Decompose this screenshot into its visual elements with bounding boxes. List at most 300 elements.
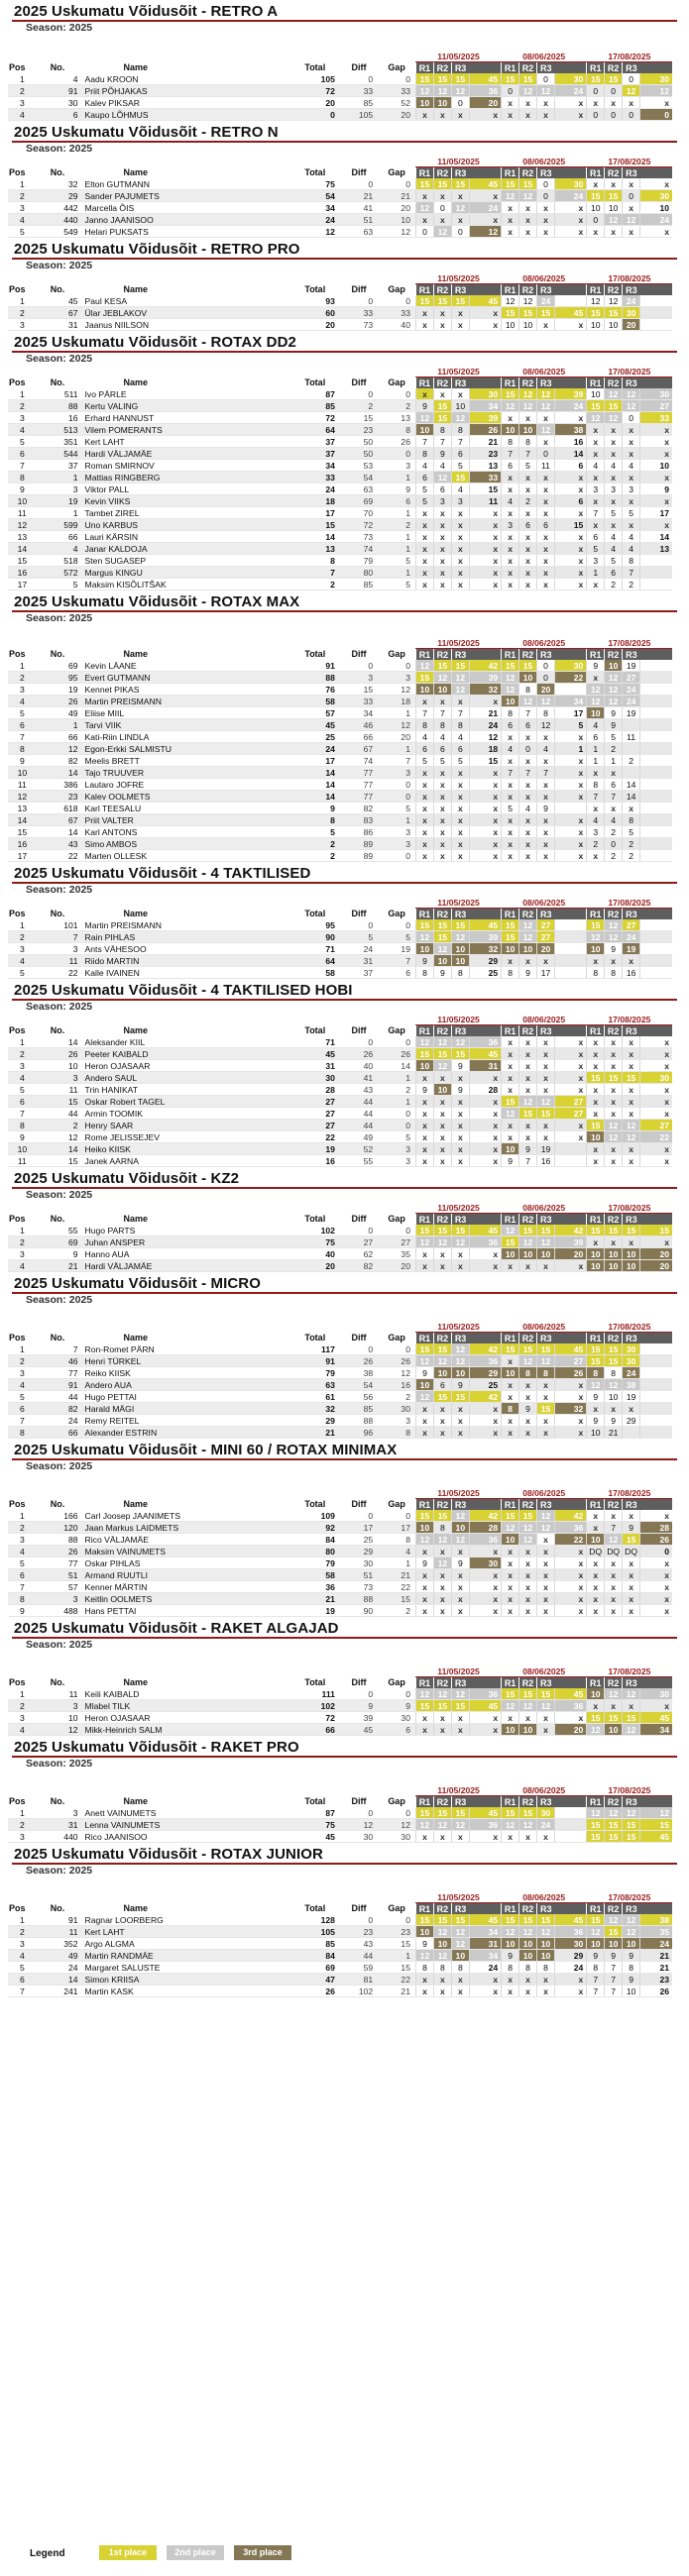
header-no: No. xyxy=(50,1903,65,1914)
round-date: 17/08/2025 xyxy=(587,1202,672,1214)
header-r3: R3 xyxy=(537,649,555,661)
race-result: 10 xyxy=(519,1248,537,1260)
race-result: 8 xyxy=(537,1962,555,1974)
total-points: 75 xyxy=(290,178,340,190)
race-result: 10 xyxy=(605,660,623,672)
position: 5 xyxy=(8,707,37,719)
race-result: x xyxy=(519,1831,537,1843)
gap: 1 xyxy=(378,1096,415,1108)
round-total: x xyxy=(469,814,501,826)
diff: 29 xyxy=(340,1546,378,1557)
race-result: 12 xyxy=(605,412,623,424)
gap: 8 xyxy=(378,1427,415,1439)
round-total xyxy=(640,943,672,955)
header-r2: R2 xyxy=(519,1903,537,1915)
round-total: x xyxy=(554,214,586,226)
round-total: x xyxy=(640,448,672,460)
race-result: 10 xyxy=(519,943,537,955)
gap: 7 xyxy=(378,955,415,967)
number: 4 xyxy=(37,543,84,555)
round-total: x xyxy=(469,1072,501,1084)
race-result: x xyxy=(502,1712,519,1724)
race-result: 12 xyxy=(433,1688,451,1700)
race-result: 4 xyxy=(623,543,640,555)
race-result: 12 xyxy=(605,684,623,696)
round-total xyxy=(554,955,586,967)
total-points: 111 xyxy=(290,1688,340,1700)
header-r3: R3 xyxy=(623,284,640,296)
round-dates-row xyxy=(8,272,672,284)
race-result: 12 xyxy=(415,1950,433,1962)
number: 37 xyxy=(37,460,84,472)
race-result: 15 xyxy=(451,660,469,672)
driver-name: Tajo TRUUVER xyxy=(84,767,290,779)
race-result: 10 xyxy=(587,1260,605,1272)
round-dates-row xyxy=(8,1014,672,1025)
race-result: 1 xyxy=(587,743,605,755)
race-result: 15 xyxy=(587,919,605,931)
round-total: 20 xyxy=(640,1248,672,1260)
round-total: 32 xyxy=(554,1403,586,1415)
round-date: 08/06/2025 xyxy=(502,637,587,649)
total-points: 109 xyxy=(290,1510,340,1522)
round-total: x xyxy=(469,579,501,590)
race-result: x xyxy=(605,495,623,507)
total-points: 45 xyxy=(290,1048,340,1060)
race-result: 10 xyxy=(502,1938,519,1950)
race-result: 10 xyxy=(451,1950,469,1962)
race-result: 10 xyxy=(623,1248,640,1260)
header-r2: R2 xyxy=(433,1214,451,1226)
section-title: 2025 Uskumatu Võidusõit - KZ2 xyxy=(14,1170,240,1187)
round-dates-row xyxy=(8,51,672,62)
race-result: x xyxy=(502,567,519,579)
position: 4 xyxy=(8,1072,37,1084)
race-result: 4 xyxy=(415,460,433,472)
race-result: 15 xyxy=(605,1072,623,1084)
race-result: x xyxy=(415,1108,433,1120)
race-result: 15 xyxy=(605,73,623,85)
race-result: 12 xyxy=(605,1120,623,1131)
race-result: x xyxy=(502,955,519,967)
race-result: 10 xyxy=(587,202,605,214)
header-r3: R3 xyxy=(451,377,469,389)
round-total xyxy=(640,743,672,755)
table-row xyxy=(8,109,672,121)
race-result: x xyxy=(433,1569,451,1581)
race-result: x xyxy=(587,1605,605,1617)
round-total: x xyxy=(554,767,586,779)
race-result: x xyxy=(451,1108,469,1120)
header-r3: R3 xyxy=(537,1796,555,1808)
race-result: 7 xyxy=(605,791,623,803)
race-result: x xyxy=(519,731,537,743)
total-points: 26 xyxy=(290,1986,340,1997)
table-row xyxy=(8,190,672,202)
gap: 6 xyxy=(378,495,415,507)
race-result: x xyxy=(433,543,451,555)
header-r3: R3 xyxy=(451,1499,469,1511)
race-result: x xyxy=(502,555,519,567)
season-label: Season: 2025 xyxy=(26,1001,93,1013)
race-result: 12 xyxy=(415,85,433,97)
gap: 40 xyxy=(378,319,415,331)
race-result: x xyxy=(605,1096,623,1108)
gap: 33 xyxy=(378,85,415,97)
round-date: 11/05/2025 xyxy=(415,1321,501,1333)
header-r2: R2 xyxy=(433,377,451,389)
number: 91 xyxy=(37,1914,84,1926)
round-total: x xyxy=(554,531,586,543)
round-total: 10 xyxy=(640,460,672,472)
diff: 31 xyxy=(340,955,378,967)
race-result: 4 xyxy=(433,731,451,743)
race-result: 12 xyxy=(519,1926,537,1938)
race-result: 19 xyxy=(537,1143,555,1155)
race-result: x xyxy=(502,1557,519,1569)
race-result: x xyxy=(433,1248,451,1260)
race-result: 8 xyxy=(451,1962,469,1974)
gap: 1 xyxy=(378,472,415,483)
race-result: x xyxy=(415,190,433,202)
standings-table xyxy=(8,272,672,331)
position: 5 xyxy=(8,1084,37,1096)
number: 351 xyxy=(37,436,84,448)
race-result: x xyxy=(451,319,469,331)
race-result: x xyxy=(537,202,555,214)
race-result: 6 xyxy=(605,567,623,579)
gap: 20 xyxy=(378,1260,415,1272)
race-result: 12 xyxy=(623,214,640,226)
race-result: 9 xyxy=(451,1084,469,1096)
round-dates-row xyxy=(8,1321,672,1333)
race-result: 12 xyxy=(519,919,537,931)
race-result: 10 xyxy=(605,1260,623,1272)
total-points: 7 xyxy=(290,567,340,579)
race-result: 12 xyxy=(519,1522,537,1534)
round-total: x xyxy=(640,1236,672,1248)
total-points: 69 xyxy=(290,1962,340,1974)
total-points: 60 xyxy=(290,307,340,319)
round-total: 15 xyxy=(554,519,586,531)
gap: 21 xyxy=(378,1569,415,1581)
number: 44 xyxy=(37,1108,84,1120)
header-gap: Gap xyxy=(388,1903,405,1914)
round-total: x xyxy=(554,1427,586,1439)
round-dates-row xyxy=(8,366,672,377)
race-result: 6 xyxy=(605,779,623,791)
header-round-total xyxy=(469,649,501,661)
race-result: x xyxy=(502,779,519,791)
race-result: x xyxy=(623,1605,640,1617)
race-result: 12 xyxy=(519,931,537,943)
number: 3 xyxy=(37,943,84,955)
header-gap: Gap xyxy=(388,1333,405,1343)
driver-name: Evert GUTMANN xyxy=(84,672,290,684)
dates-spacer xyxy=(8,1014,415,1025)
race-result: 27 xyxy=(537,931,555,943)
race-result: 12 xyxy=(519,1355,537,1367)
header-r1: R1 xyxy=(415,284,433,296)
position: 7 xyxy=(8,1108,37,1120)
race-result: 15 xyxy=(415,672,433,684)
header-r3: R3 xyxy=(623,1214,640,1226)
driver-name: Priit PÕHJAKAS xyxy=(84,85,290,97)
driver-name: Martin PREISMANN xyxy=(84,696,290,707)
round-date: 08/06/2025 xyxy=(502,1665,587,1677)
race-result: 12 xyxy=(623,85,640,97)
round-total: x xyxy=(469,1260,501,1272)
header-r1: R1 xyxy=(587,1903,605,1915)
diff: 44 xyxy=(340,1950,378,1962)
diff: 0 xyxy=(340,1343,378,1355)
position: 2 xyxy=(8,307,37,319)
number: 15 xyxy=(37,1096,84,1108)
race-result: x xyxy=(415,1120,433,1131)
driver-name: Aleksander KIIL xyxy=(84,1036,290,1048)
gap: 1 xyxy=(378,743,415,755)
race-result: 12 xyxy=(451,1938,469,1950)
diff: 41 xyxy=(340,1072,378,1084)
header-gap: Gap xyxy=(388,649,405,660)
round-total: x xyxy=(469,791,501,803)
race-result: 15 xyxy=(415,1343,433,1355)
number: 14 xyxy=(37,1974,84,1986)
position: 2 xyxy=(8,1048,37,1060)
round-total xyxy=(554,295,586,307)
race-result: x xyxy=(433,1593,451,1605)
race-result: 7 xyxy=(537,767,555,779)
position: 2 xyxy=(8,1700,37,1712)
round-total: x xyxy=(469,1986,501,1997)
gap: 3 xyxy=(378,838,415,850)
race-result: x xyxy=(433,838,451,850)
race-result: 24 xyxy=(537,1819,555,1831)
number: 19 xyxy=(37,495,84,507)
round-date: 08/06/2025 xyxy=(502,1891,587,1903)
season-label: Season: 2025 xyxy=(26,884,93,896)
header-r3: R3 xyxy=(623,1903,640,1915)
total-points: 13 xyxy=(290,543,340,555)
gap: 15 xyxy=(378,1593,415,1605)
race-result: x xyxy=(537,579,555,590)
header-r3: R3 xyxy=(623,62,640,74)
race-result: 9 xyxy=(415,1557,433,1569)
gap: 5 xyxy=(378,931,415,943)
header-no: No. xyxy=(50,62,65,73)
section-header xyxy=(0,1843,689,1865)
gap: 0 xyxy=(378,779,415,791)
race-result xyxy=(623,767,640,779)
header-diff: Diff xyxy=(351,1903,367,1914)
race-result: 3 xyxy=(433,495,451,507)
race-result: x xyxy=(623,1108,640,1120)
race-result: 9 xyxy=(415,400,433,412)
race-result: 15 xyxy=(502,1688,519,1700)
table-row xyxy=(8,1403,672,1415)
race-result: 10 xyxy=(433,1367,451,1379)
round-date: 17/08/2025 xyxy=(587,1891,672,1903)
round-total: 42 xyxy=(554,1510,586,1522)
race-result: 15 xyxy=(415,1807,433,1819)
race-result: 12 xyxy=(537,388,555,400)
round-total: x xyxy=(469,1724,501,1736)
race-result: x xyxy=(451,767,469,779)
round-date: 11/05/2025 xyxy=(415,272,501,284)
header-r2: R2 xyxy=(519,1499,537,1511)
total-points: 17 xyxy=(290,755,340,767)
race-result: 15 xyxy=(502,178,519,190)
total-points: 2 xyxy=(290,850,340,862)
table-row xyxy=(8,579,672,590)
race-result: 12 xyxy=(519,1096,537,1108)
diff: 0 xyxy=(340,1688,378,1700)
standings-table xyxy=(8,366,672,590)
race-result: 8 xyxy=(502,967,519,979)
table-row xyxy=(8,1700,672,1712)
round-total: 26 xyxy=(640,1534,672,1546)
section-5 xyxy=(0,862,689,979)
race-result: 10 xyxy=(519,1724,537,1736)
race-result: x xyxy=(605,226,623,238)
race-result: 12 xyxy=(433,226,451,238)
number: 23 xyxy=(37,791,84,803)
race-result: x xyxy=(451,1593,469,1605)
race-result: 10 xyxy=(605,202,623,214)
race-result: 9 xyxy=(587,1391,605,1403)
race-result: x xyxy=(519,579,537,590)
race-result: 30 xyxy=(623,1343,640,1355)
race-result: x xyxy=(451,1581,469,1593)
dates-spacer xyxy=(8,1321,415,1333)
race-result: 12 xyxy=(623,1120,640,1131)
race-result: x xyxy=(502,472,519,483)
header-r3: R3 xyxy=(451,1903,469,1915)
number: 82 xyxy=(37,1403,84,1415)
round-total: 39 xyxy=(469,672,501,684)
round-total: 45 xyxy=(469,919,501,931)
race-result: 12 xyxy=(587,684,605,696)
race-result: x xyxy=(537,838,555,850)
diff: 69 xyxy=(340,495,378,507)
section-title: 2025 Uskumatu Võidusõit - ROTAX JUNIOR xyxy=(14,1846,323,1863)
gap: 0 xyxy=(378,1225,415,1236)
race-result: 15 xyxy=(415,1048,433,1060)
race-result: 8 xyxy=(415,967,433,979)
race-result: 0 xyxy=(537,73,555,85)
race-result: 9 xyxy=(605,719,623,731)
diff: 66 xyxy=(340,731,378,743)
number: 10 xyxy=(37,1060,84,1072)
table-row xyxy=(8,567,672,579)
race-result: 15 xyxy=(433,1048,451,1060)
round-total: 9 xyxy=(640,483,672,495)
driver-name: Ragnar LOORBERG xyxy=(84,1914,290,1926)
driver-name: Simon KRIISA xyxy=(84,1974,290,1986)
diff: 56 xyxy=(340,1391,378,1403)
header-r2: R2 xyxy=(605,1903,623,1915)
table-row xyxy=(8,424,672,436)
race-result: 8 xyxy=(537,1367,555,1379)
race-result: x xyxy=(587,1236,605,1248)
total-points: 15 xyxy=(290,519,340,531)
number: 6 xyxy=(37,109,84,121)
diff: 23 xyxy=(340,1926,378,1938)
race-result: x xyxy=(519,226,537,238)
round-total: 45 xyxy=(469,73,501,85)
race-result: 12 xyxy=(537,1522,555,1534)
round-date: 08/06/2025 xyxy=(502,897,587,909)
round-date: 11/05/2025 xyxy=(415,366,501,377)
table-row xyxy=(8,1724,672,1736)
race-result: x xyxy=(587,1581,605,1593)
diff: 15 xyxy=(340,412,378,424)
race-result: x xyxy=(415,1569,433,1581)
race-result: 3 xyxy=(587,826,605,838)
race-result: x xyxy=(587,519,605,531)
position: 1 xyxy=(8,1914,37,1926)
header-r1: R1 xyxy=(587,1025,605,1037)
total-points: 45 xyxy=(290,719,340,731)
round-total: x xyxy=(469,1427,501,1439)
round-total: 26 xyxy=(469,424,501,436)
header-r3: R3 xyxy=(451,649,469,661)
number: 69 xyxy=(37,660,84,672)
season-label: Season: 2025 xyxy=(26,260,93,271)
header-r3: R3 xyxy=(451,1214,469,1226)
number: 31 xyxy=(37,319,84,331)
race-result xyxy=(623,743,640,755)
race-result: 10 xyxy=(433,97,451,109)
round-total xyxy=(640,660,672,672)
driver-name: Remy REITEL xyxy=(84,1415,290,1427)
header-r2: R2 xyxy=(605,377,623,389)
number: 26 xyxy=(37,1048,84,1060)
gap: 2 xyxy=(378,519,415,531)
table-row xyxy=(8,1225,672,1236)
position: 2 xyxy=(8,1522,37,1534)
race-result: 12 xyxy=(451,931,469,943)
race-result: 12 xyxy=(537,1355,555,1367)
round-total xyxy=(640,696,672,707)
race-result: 6 xyxy=(519,719,537,731)
race-result: x xyxy=(587,495,605,507)
position: 2 xyxy=(8,672,37,684)
position: 3 xyxy=(8,1534,37,1546)
round-total: 30 xyxy=(469,388,501,400)
round-total: x xyxy=(640,1108,672,1120)
header-total: Total xyxy=(304,909,326,919)
header-r1: R1 xyxy=(502,377,519,389)
position: 13 xyxy=(8,531,37,543)
header-round-total xyxy=(469,1214,501,1226)
gap: 0 xyxy=(378,791,415,803)
race-result: x xyxy=(605,1605,623,1617)
race-result: 10 xyxy=(502,1248,519,1260)
round-total: x xyxy=(640,1605,672,1617)
race-result: 12 xyxy=(537,85,555,97)
race-result: x xyxy=(537,1036,555,1048)
race-result: x xyxy=(623,955,640,967)
race-result: x xyxy=(451,1260,469,1272)
table-row xyxy=(8,1131,672,1143)
race-result: 15 xyxy=(502,919,519,931)
round-total: 29 xyxy=(469,1367,501,1379)
driver-name: Kert LAHT xyxy=(84,436,290,448)
race-result: 12 xyxy=(433,1236,451,1248)
position: 4 xyxy=(8,214,37,226)
round-date: 17/08/2025 xyxy=(587,1321,672,1333)
